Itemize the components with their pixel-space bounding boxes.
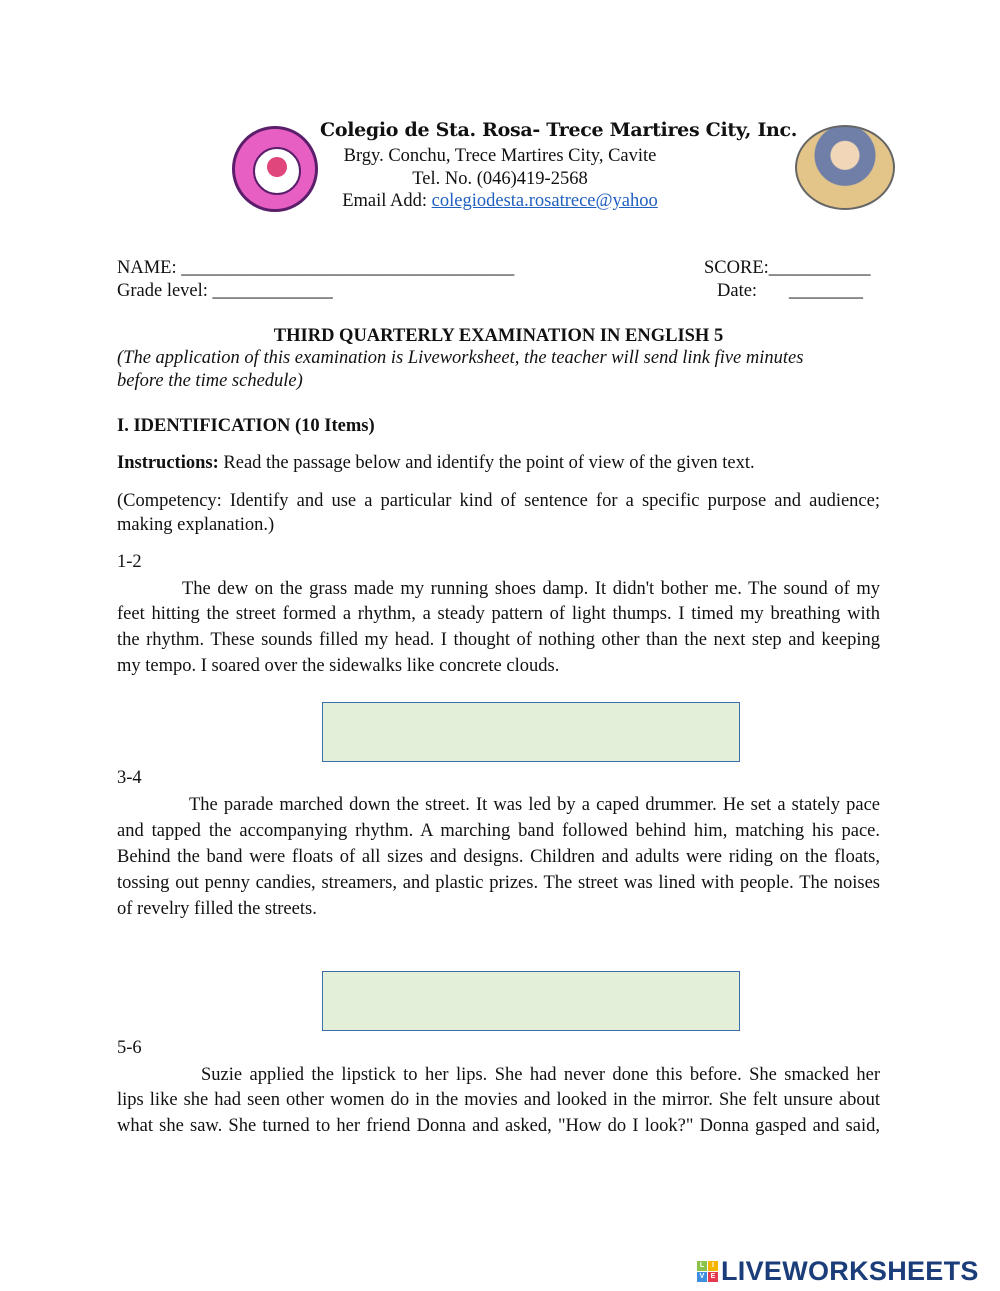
grade-field[interactable]: Grade level: _____________: [117, 281, 333, 301]
school-email-line: [330, 190, 670, 212]
answer-box-1-2[interactable]: [322, 702, 740, 762]
competency-line: (Competency: Identify and use a particular kind of sentence for a specific purpose and audience;: [117, 491, 880, 511]
exam-note-line: (The application of this examination is Liveworksheet, the teacher will send link five minutes: [117, 348, 804, 368]
live-tiles-icon: [697, 1261, 718, 1282]
exam-title: THIRD QUARTERLY EXAMINATION IN ENGLISH 5: [273, 326, 724, 346]
competency-line: making explanation.): [117, 515, 275, 535]
passage-line: The dew on the grass made my running shoes damp. It didn't bother me. The sound of my: [182, 579, 880, 599]
instructions-text: Read the passage below and identify the point of view of the given text.: [218, 453, 755, 473]
passage-line: tossing out penny candies, streamers, and plastic prizes. The street was lined with people. The noises: [117, 873, 880, 893]
passage-line: and tapped the accompanying rhythm. A marching band followed behind him, matching his pace.: [117, 821, 880, 841]
passage-line: feet hitting the street formed a rhythm, a steady pattern of light thumps. I timed my breathing with: [117, 604, 880, 624]
passage-line: lips like she had seen other women do in the movies and looked in the mirror. She felt unsure about: [117, 1090, 880, 1110]
rose-icon: [267, 157, 287, 177]
school-tel: Tel. No. (046)419-2568: [412, 169, 588, 189]
passage-line: my tempo. I soared over the sidewalks like concrete clouds.: [117, 656, 560, 676]
school-seal-logo: [232, 126, 318, 212]
name-field[interactable]: NAME: ____________________________________: [117, 258, 515, 278]
school-address: Brgy. Conchu, Trece Martires City, Cavite: [343, 146, 657, 166]
instructions-label: Instructions:: [117, 453, 219, 473]
passage-line: Suzie applied the lipstick to her lips. She had never done this before. She smacked her: [201, 1065, 880, 1085]
tile-v: V: [697, 1272, 707, 1282]
tile-e: E: [708, 1272, 718, 1282]
passage-line: Behind the band were floats of all sizes and designs. Children and adults were riding on the floats,: [117, 847, 880, 867]
passage-line: what she saw. She turned to her friend Donna and asked, "How do I look?" Donna gasped and said,: [117, 1116, 880, 1136]
instructions: [117, 452, 880, 474]
liveworksheets-logo: [697, 1256, 979, 1287]
email-label: Email Add:: [342, 191, 432, 211]
item-number: 3-4: [117, 768, 142, 788]
date-field[interactable]: ________: [789, 281, 863, 301]
answer-box-3-4[interactable]: [322, 971, 740, 1031]
section-heading: I. IDENTIFICATION (10 Items): [117, 416, 375, 436]
exam-note-line: before the time schedule): [117, 371, 303, 391]
tile-l: L: [697, 1261, 707, 1271]
date-label: Date:: [717, 281, 758, 301]
passage-line: the rhythm. These sounds filled my head. I thought of nothing other than the next step and keeping: [117, 630, 880, 650]
brand-wordmark: LIVEWORKSHEETS: [721, 1256, 979, 1286]
passage-line: The parade marched down the street. It was led by a caped drummer. He set a stately pace: [189, 795, 880, 815]
passage-line: of revelry filled the streets.: [117, 899, 317, 919]
item-number: 5-6: [117, 1038, 142, 1058]
email-link[interactable]: colegiodesta.rosatrece@yahoo: [431, 191, 658, 211]
tile-i: I: [708, 1261, 718, 1271]
score-field[interactable]: SCORE:___________: [704, 258, 871, 278]
saint-portrait-image: [795, 125, 895, 210]
item-number: 1-2: [117, 552, 142, 572]
school-name: Colegio de Sta. Rosa- Trece Martires City, Inc.: [320, 119, 798, 141]
